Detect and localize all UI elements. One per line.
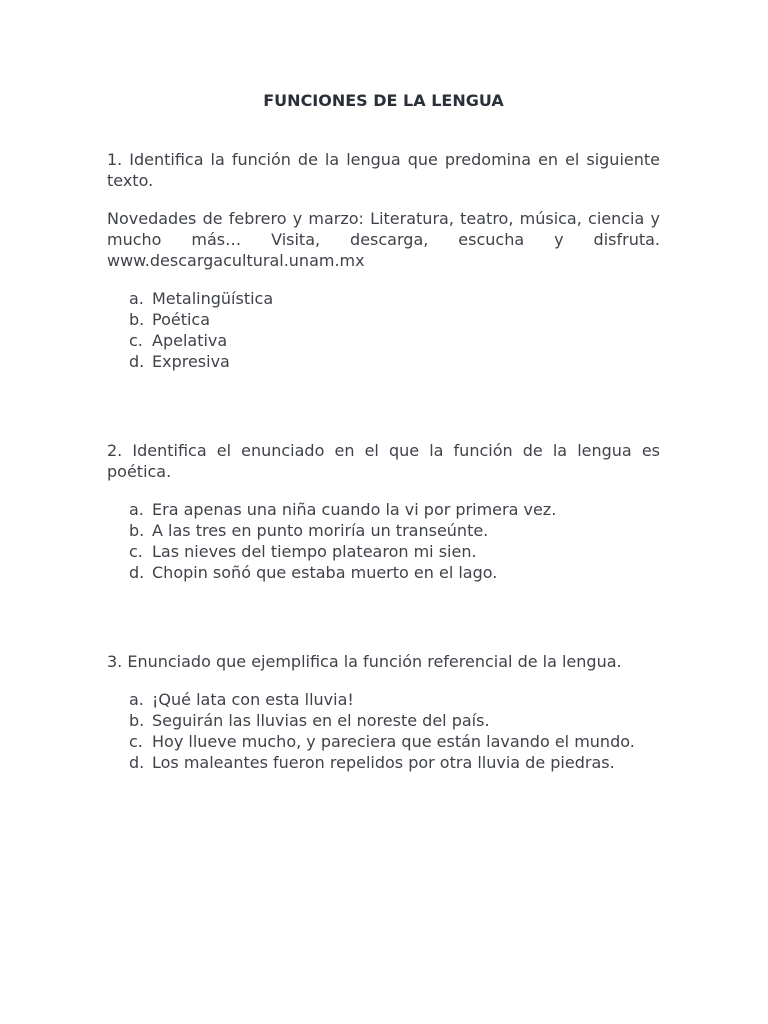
option-text: Chopin soñó que estaba muerto en el lago.: [152, 563, 498, 582]
question-3-prompt: 3. Enunciado que ejemplifica la función referencial de la lengua.: [107, 652, 622, 671]
question-1-prompt: 1. Identifica la función de la lengua que predomina en el siguiente texto.: [107, 150, 660, 190]
document-page: [107, 90, 660, 773]
option-text: A las tres en punto moriría un transeúnte.: [152, 521, 489, 540]
question-2-option-d: [129, 562, 660, 583]
option-letter: b.: [129, 310, 145, 329]
option-letter: d.: [129, 753, 145, 772]
question-1-options: [107, 288, 660, 372]
question-3-option-c: [129, 731, 660, 752]
question-1-option-a: [129, 288, 660, 309]
option-text: Los maleantes fueron repelidos por otra lluvia de piedras.: [152, 753, 615, 772]
option-letter: a.: [129, 289, 144, 308]
page-title: FUNCIONES DE LA LENGUA: [263, 91, 504, 110]
option-letter: d.: [129, 563, 145, 582]
question-3-option-b: [129, 710, 660, 731]
option-text: Seguirán las lluvias en el noreste del país.: [152, 711, 490, 730]
question-3: [107, 651, 660, 773]
question-1-option-d: [129, 351, 660, 372]
option-letter: d.: [129, 352, 145, 371]
question-3-options: [107, 689, 660, 773]
option-letter: c.: [129, 331, 143, 350]
option-text: ¡Qué lata con esta lluvia!: [152, 690, 354, 709]
question-2-option-a: [129, 499, 660, 520]
option-letter: a.: [129, 690, 144, 709]
option-text: Metalingüística: [152, 289, 274, 308]
option-letter: a.: [129, 500, 144, 519]
option-letter: b.: [129, 711, 145, 730]
option-text: Era apenas una niña cuando la vi por primera vez.: [152, 500, 557, 519]
question-2-prompt: 2. Identifica el enunciado en el que la función de la lengua es poética.: [107, 441, 660, 481]
option-text: Hoy llueve mucho, y pareciera que están lavando el mundo.: [152, 732, 635, 751]
option-letter: c.: [129, 542, 143, 561]
question-2-option-b: [129, 520, 660, 541]
spacer: [107, 583, 660, 651]
option-text: Poética: [152, 310, 211, 329]
question-2-option-c: [129, 541, 660, 562]
question-2-options: [107, 499, 660, 583]
question-1-option-c: [129, 330, 660, 351]
question-2: [107, 440, 660, 583]
question-3-option-a: [129, 689, 660, 710]
option-text: Expresiva: [152, 352, 230, 371]
question-3-option-d: [129, 752, 660, 773]
option-text: Apelativa: [152, 331, 228, 350]
question-1: [107, 149, 660, 372]
question-1-quote: Novedades de febrero y marzo: Literatura, teatro, música, ciencia y mucho más… Visita, descarga, escucha y disfruta. www.descargacultural.unam.mx: [107, 209, 660, 270]
spacer: [107, 372, 660, 440]
question-1-option-b: [129, 309, 660, 330]
option-text: Las nieves del tiempo platearon mi sien.: [152, 542, 477, 561]
option-letter: b.: [129, 521, 145, 540]
option-letter: c.: [129, 732, 143, 751]
